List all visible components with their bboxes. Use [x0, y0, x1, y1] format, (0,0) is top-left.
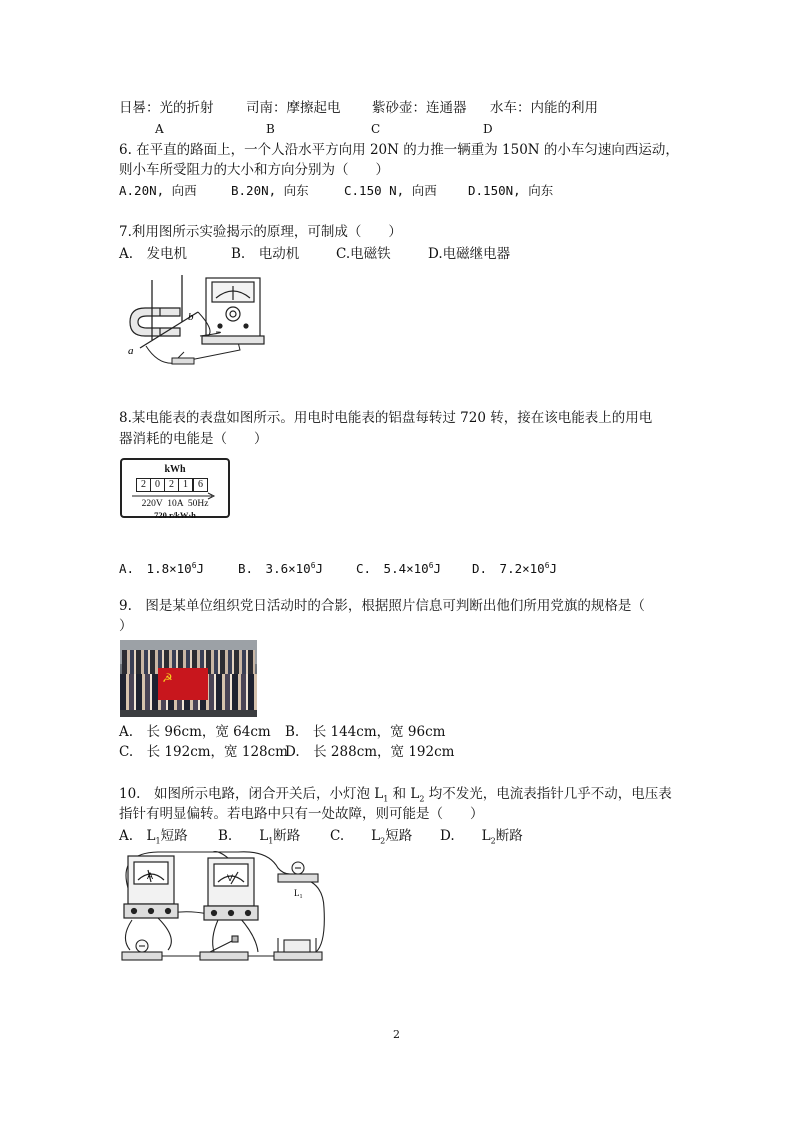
- meter-digit: 0: [151, 479, 165, 491]
- meter-specs: 220V 10A 50Hz: [141, 499, 209, 509]
- page-number: 2: [393, 1028, 400, 1041]
- switch: [200, 936, 248, 960]
- q6-stem-line1: 6. 在平直的路面上，一个人沿水平方向用 20N 的力推一辆重为 150N 的小车匀速向西运动，: [119, 142, 679, 158]
- meter-digit: 2: [137, 479, 151, 491]
- meter-unit: kWh: [164, 464, 186, 475]
- q9-stem-line1: 9. 图是某单位组织党日活动时的合影，根据照片信息可判断出他们所用党旗的规格是（: [119, 598, 645, 614]
- q8-option-d: D. $7.2\times 10^6J$: [472, 561, 558, 577]
- group-photo: [120, 640, 257, 717]
- q10-option-a: A. $L_1$短路: [119, 828, 188, 846]
- q5-letter-a: A: [155, 122, 164, 136]
- q5-letter-c: C: [371, 122, 381, 136]
- q7-label-a: a: [128, 345, 134, 357]
- q8-option-c: C. $5.4\times 10^6J$: [356, 561, 442, 577]
- ammeter: [124, 856, 178, 918]
- q5-letter-d: D: [483, 122, 493, 136]
- meter-digit-decimal: 6: [193, 479, 207, 491]
- q9-option-a: A. 长 96cm，宽 64cm: [119, 724, 271, 740]
- q8-option-b: B. $3.6\times 10^6J$: [238, 561, 324, 577]
- q6-option-a: A.20N, 向西: [119, 183, 197, 198]
- flag-emblem-icon: ☭: [162, 671, 173, 685]
- q8-stem-line1: 8.某电能表的表盘如图所示。用电时电能表的铝盘每转过 720 转，接在该电能表上的用电: [119, 410, 653, 426]
- q10-option-b: B. $L_1$断路: [218, 828, 301, 846]
- q5-letter-b: B: [266, 122, 275, 136]
- q9-option-d: D. 长 288cm，宽 192cm: [285, 744, 455, 760]
- q6-option-d: D.150N, 向东: [468, 183, 554, 198]
- q9-option-c: C. 长 192cm，宽 128cm: [119, 744, 288, 760]
- q10-option-c: C. $L_2$短路: [330, 828, 413, 846]
- q5-item-a: 日晷：光的折射: [119, 100, 214, 116]
- q6-stem-line2: 则小车所受阻力的大小和方向分别为（ ）: [119, 162, 389, 178]
- q10-circuit-figure: [118, 848, 330, 966]
- q7-stem: 7.利用图所示实验揭示的原理，可制成（ ）: [119, 224, 402, 240]
- q6-option-c: C.150 N, 向西: [344, 183, 437, 198]
- q5-item-d: 水车：内能的利用: [490, 100, 598, 116]
- meter-digit: 2: [165, 479, 179, 491]
- q6-option-b: B.20N, 向东: [231, 183, 309, 198]
- q5-item-c: 紫砂壶：连通器: [372, 100, 467, 116]
- q7-option-d: D.电磁继电器: [428, 246, 511, 262]
- q8-stem-line2: 器消耗的电能是（ ）: [119, 431, 268, 447]
- energy-meter-dial: [120, 458, 230, 518]
- battery: [274, 938, 322, 960]
- switch-base: [172, 352, 194, 364]
- q7-option-a: A. 发电机: [119, 246, 188, 262]
- lamp-l2: [122, 940, 162, 960]
- lamp-l1-label: $L_1$: [294, 888, 303, 900]
- voltmeter-label: V: [227, 873, 234, 883]
- q7-figure: [120, 270, 270, 370]
- q10-stem-line1: 10. 如图所示电路，闭合开关后，小灯泡 $L_1$ 和 $L_2$ 均不发光，电流表指针几乎不动，电压表: [119, 786, 672, 804]
- q7-label-b: b: [188, 311, 194, 323]
- party-flag: [158, 668, 208, 700]
- q5-item-b: 司南：摩擦起电: [246, 100, 341, 116]
- q9-stem-line2: ）: [119, 618, 133, 634]
- q7-option-b: B. 电动机: [231, 246, 300, 262]
- q8-option-a: A. $1.8\times 10^6J$: [119, 561, 205, 577]
- q9-option-b: B. 长 144cm，宽 96cm: [285, 724, 446, 740]
- horseshoe-magnet: [130, 308, 180, 336]
- meter-constant: 720 r/kW·h: [154, 510, 196, 520]
- meter-digit: 1: [179, 479, 193, 491]
- ammeter-label: A: [147, 871, 154, 881]
- q10-stem-line2: 指针有明显偏转。若电路中只有一处故障，则可能是（ ）: [119, 806, 484, 822]
- photo-ground: [120, 710, 257, 717]
- meter-digits: [136, 478, 208, 492]
- q7-option-c: C.电磁铁: [336, 246, 391, 262]
- q10-option-d: D. $L_2$断路: [440, 828, 523, 846]
- lamp-l1: [278, 862, 318, 882]
- voltmeter: [204, 858, 258, 920]
